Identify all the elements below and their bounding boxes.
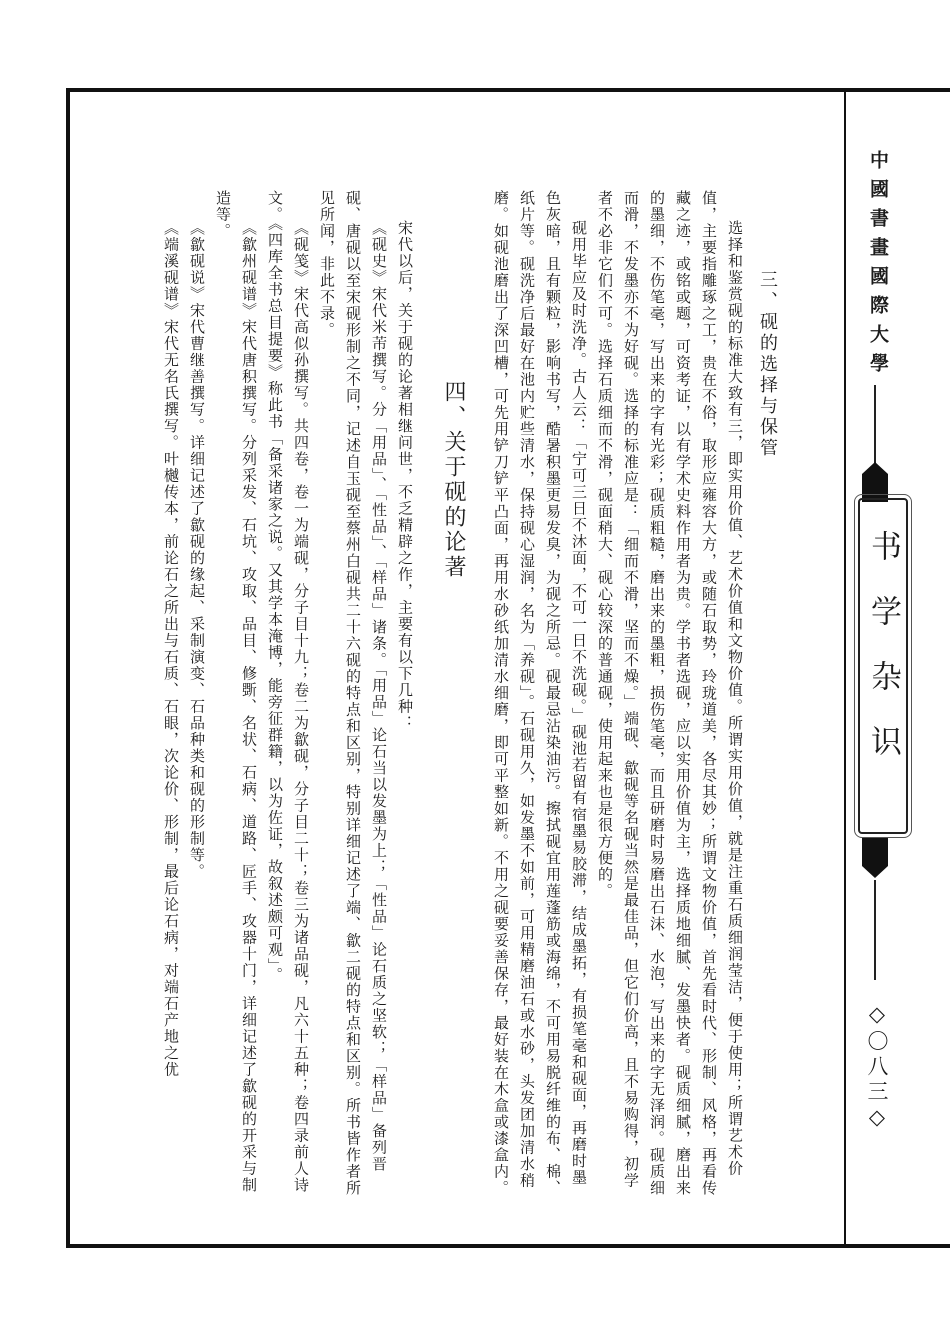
paragraph: 《砚笺》宋代高似孙撰写。共四卷，卷一为端砚，分子目十九；卷二为歙砚，分子目二十；卷三为诸品砚，凡六十五种；卷四录前人诗文。《四库全书总目提要》称此书「备采诸家之说。又其学本淹博，能旁征群籍，以为佐证，故叙述颇可观」。 bbox=[266, 190, 310, 1194]
body-text bbox=[96, 190, 786, 1200]
paragraph: 《歙砚说》宋代曹继善撰写。详细记述了歙砚的缘起、采制演变、石品种类和砚的形制等。 bbox=[188, 220, 206, 880]
section-heading: 三、砚的选择与保管 bbox=[757, 270, 778, 459]
margin-rule bbox=[844, 88, 846, 1248]
paragraph: 《端溪砚谱》宋代无名氏撰写。叶樾传本，前论石之所出与石质、石眼，次论价、形制，最后论石病，对端石产地之优 bbox=[162, 220, 180, 1078]
page-number: ◇〇八三◇ bbox=[865, 1002, 889, 1133]
paragraph: 砚用毕应及时洗净。古人云：「宁可三日不沐面，不可一日不洗砚。」砚池若留有宿墨易胶滞，结成墨拓，有损笔毫和砚面，再磨时墨色灰暗，且有颗粒，影响书写，酷暑积墨更易发臭，为砚之所忌。砚最忌沾染油污。擦拭砚宜用莲蓬筋或海绵，不可用易脱纤维的布、棉、纸片等。砚洗净后最好在池内贮些清水，保持砚心湿润，名为「养砚」。石砚用久，如发墨不如前，可用精磨油石或水砂，头发团加清水稍磨。如砚池磨出了深凹槽，可先用铲刀铲平凸面，再用水砂纸加清水细磨，即可平整如新。不用之砚要妥善保存，最好装在木盒或漆盒内。 bbox=[492, 190, 588, 1197]
top-divider-line bbox=[874, 385, 876, 465]
bottom-divider-line bbox=[874, 880, 876, 980]
section-title: 书学杂识 bbox=[865, 530, 901, 790]
university-brand: 中國書畫國際大學 bbox=[867, 150, 889, 382]
paragraph: 宋代以后，关于砚的论著相继问世，不乏精辟之作，主要有以下几种： bbox=[396, 220, 414, 732]
paragraph: 《歙州砚谱》宋代唐积撰写。分列采发、石坑、攻取、品目、修斲、名状、石病、道路、匠手、攻器十门，详细记述了歙砚的开采与制造等。 bbox=[214, 190, 258, 1194]
section-heading: 四、关于砚的论著 bbox=[441, 380, 466, 580]
paragraph: 《砚史》宋代米芾撰写。分「用品」、「性品」、「样品」诸条。「用品」论石当以发墨为上；「性品」论石质之坚软；「样品」备列晋砚、唐砚以至宋砚形制之不同，记述自玉砚至蔡州白砚共二十六砚的特点和区别，特别详细记述了端、歙二砚的特点和区别。所书皆作者所见所闻，非此不录。 bbox=[318, 190, 388, 1197]
paragraph: 选择和鉴赏砚的标准大致有三，即实用价值、艺术价值和文物价值。所谓实用价值，就是注重石质细润莹洁，便于使用；所谓艺术价值，主要指雕琢之工，贵在不俗，取形应雍容大方，或随石取势，玲珑道美，各尽其妙；所谓文物价值，首先看时代、形制、风格，再看传藏之迹，或铭或题，可资考证，以有学术史料作用者为贵。学书者选砚，应以实用价值为主，选择质地细腻、发墨快者。砚质细腻，磨出来的墨细，不伤笔毫，写出来的字有光彩；砚质粗糙，磨出来的墨粗，损伤笔毫，而且研磨时易磨出石沫、水泡，写出来的字无泽润。砚质细而滑，不发墨亦不为好砚。选择的标准应是：「细而不滑，坚而不燥。」端砚、歙砚等名砚当然是最佳品，但它们价高，且不易购得，初学者不必非它们不可。选择石质细而不滑，砚面稍大、砚心较深的普通砚，使用起来也是很方便的。 bbox=[596, 190, 744, 1197]
